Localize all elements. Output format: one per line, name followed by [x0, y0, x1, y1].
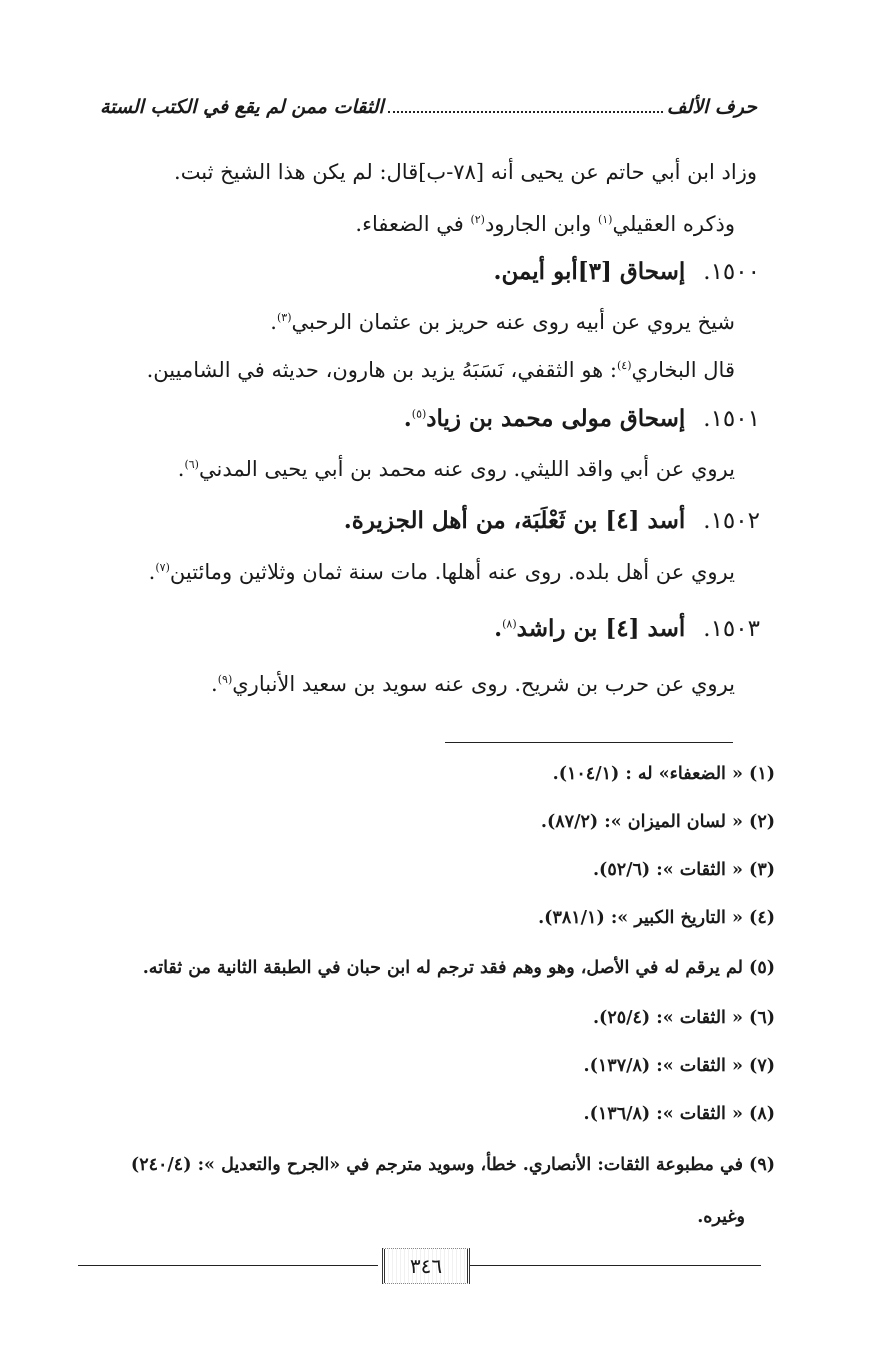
body-line: يروي عن حرب بن شريح. روى عنه سويد بن سعيد الأنباري$^{(٩)}$.	[211, 672, 735, 696]
footnote-ref: (٨)	[502, 617, 517, 631]
footnote-ref: (٦)	[184, 458, 199, 471]
footnote: (٢) « لسان الميزان »: (٨٧/٢).	[540, 812, 775, 832]
entry-title: أسد [٤] بن ثَعْلَبَة، من أهل الجزيرة.	[343, 507, 686, 534]
footnote: (١) « الضعفاء» له : (١٠٤/١).	[552, 764, 775, 784]
entry-title: أسد [٤] بن راشد	[516, 615, 686, 642]
footnote: (٩) في مطبوعة الثقات: الأنصاري. خطأ، وسويد مترجم في «الجرح والتعديل »: (٢٤٠/٤)	[130, 1155, 775, 1175]
header-book-title: الثقات ممن لم يقع في الكتب الستة	[100, 96, 384, 118]
entry-number: ١٥٠٠.	[703, 259, 760, 285]
footnote: (٧) « الثقات »: (١٣٧/٨).	[583, 1056, 775, 1076]
body-line: وذكره العقيلي$^{(١)}$ وابن الجارود$^{(٢)}$ في الضعفاء.	[355, 212, 735, 236]
entry-title: إسحاق [٣]أبو أيمن.	[493, 258, 686, 285]
footnote-continuation: وغيره.	[697, 1207, 745, 1227]
entry-heading-1501: ١٥٠١.إسحاق مولى محمد بن زياد$^{(٥)}$.	[403, 405, 760, 432]
entry-heading-1500	[493, 258, 760, 285]
body-line: شيخ يروي عن أبيه روى عنه حريز بن عثمان الرحبي$^{(٣)}$.	[270, 310, 735, 334]
footnote-ref: (٢)	[470, 213, 485, 226]
entry-title: إسحاق مولى محمد بن زياد	[426, 405, 686, 432]
entry-heading-1503: ١٥٠٣.أسد [٤] بن راشد$^{(٨)}$.	[494, 615, 760, 642]
bottom-rule	[78, 1265, 378, 1266]
footnote: (٤) « التاريخ الكبير »: (٣٨١/١).	[538, 908, 775, 928]
footnote-ref: (٣)	[276, 311, 292, 324]
header-dot-leader	[388, 111, 663, 113]
footnote: (٣) « الثقات »: (٥٢/٦).	[592, 860, 775, 880]
footnote-ref: (٧)	[155, 561, 170, 574]
entry-heading-1502	[344, 507, 760, 534]
footnote: (٦) « الثقات »: (٢٥/٤).	[592, 1008, 775, 1028]
body-line: قال البخاري$^{(٤)}$: هو الثقفي، نَسَبَهُ يزيد بن هارون، حديثه في الشاميين.	[146, 358, 735, 382]
header-chapter: حرف الألف	[666, 96, 757, 118]
footnote-ref: (٤)	[617, 359, 632, 372]
entry-number: ١٥٠٢.	[703, 508, 760, 534]
bottom-rule	[468, 1265, 761, 1266]
page-number: ٣٤٦	[382, 1248, 470, 1284]
body-line: يروي عن أهل بلده. روى عنه أهلها. مات سنة ثمان وثلاثين ومائتين$^{(٧)}$.	[148, 560, 735, 584]
footnote-separator	[445, 742, 733, 743]
entry-number: ١٥٠٣.	[703, 616, 760, 642]
footnote-ref: (٥)	[411, 407, 427, 421]
body-line: وزاد ابن أبي حاتم عن يحيى أنه [٧٨-ب]قال: لم يكن هذا الشيخ ثبت.	[174, 160, 757, 184]
footnote-ref: (٩)	[217, 673, 233, 686]
entry-number: ١٥٠١.	[703, 406, 760, 432]
running-header	[100, 96, 757, 119]
footnote: (٨) « الثقات »: (١٣٦/٨).	[583, 1104, 775, 1124]
footnote: (٥) لم يرقم له في الأصل، وهو وهم فقد ترجم له ابن حبان في الطبقة الثانية من ثقاته.	[142, 958, 775, 978]
body-line: يروي عن أبي واقد الليثي. روى عنه محمد بن أبي يحيى المدني$^{(٦)}$.	[177, 457, 735, 481]
footnote-ref: (١)	[597, 213, 613, 226]
